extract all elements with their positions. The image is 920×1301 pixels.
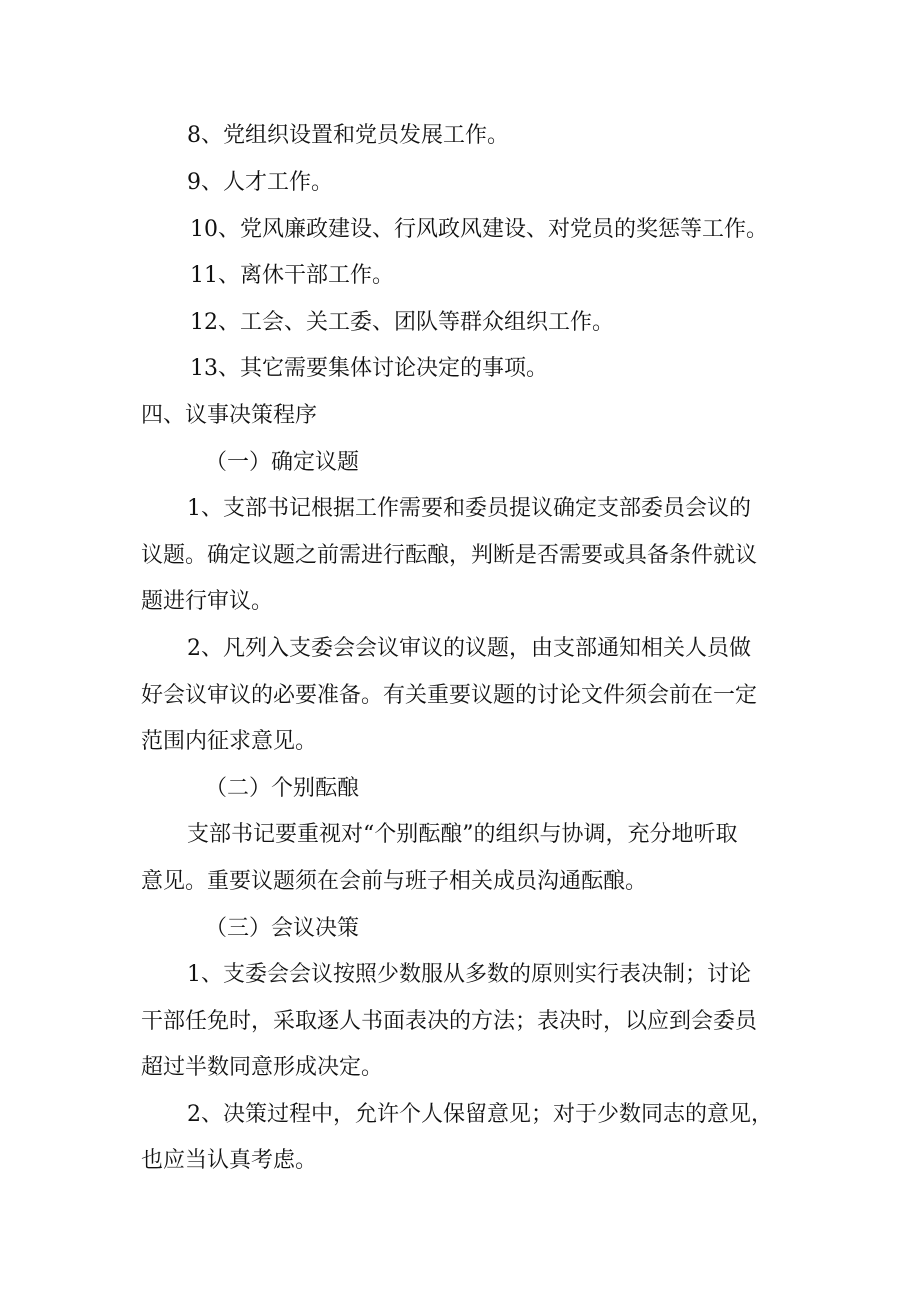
list-item-10: 10、党风廉政建设、行风政风建设、对党员的奖惩等工作。: [190, 217, 768, 242]
list-item-13: 13、其它需要集体讨论决定的事项。: [190, 356, 548, 381]
list-item-12: 12、工会、关工委、团队等群众组织工作。: [190, 310, 614, 335]
paragraph-line: 好会议审议的必要准备。有关重要议题的讨论文件须会前在一定: [141, 683, 758, 708]
subsection-heading-determine-topics: （一）确定议题: [205, 450, 360, 475]
paragraph-line: 超过半数同意形成决定。: [141, 1055, 384, 1080]
paragraph-line: 支部书记要重视对“个别酝酿”的组织与协调，充分地听取: [187, 822, 738, 847]
paragraph-line: 1、支委会会议按照少数服从多数的原则实行表决制；讨论: [187, 962, 751, 987]
paragraph-line: 2、凡列入支委会会议审议的议题，由支部通知相关人员做: [187, 636, 751, 661]
paragraph-line: 也应当认真考虑。: [141, 1148, 318, 1173]
subsection-heading-individual-consultation: （二）个别酝酿: [205, 776, 360, 801]
paragraph-line: 1、支部书记根据工作需要和委员提议确定支部委员会议的: [187, 496, 751, 521]
subsection-heading-meeting-decision: （三）会议决策: [205, 916, 360, 941]
list-item-8: 8、党组织设置和党员发展工作。: [187, 123, 509, 148]
list-item-11: 11、离休干部工作。: [190, 263, 394, 288]
paragraph-line: 题进行审议。: [141, 589, 274, 614]
list-item-9: 9、人才工作。: [187, 170, 333, 195]
paragraph-line: 范围内征求意见。: [141, 729, 318, 754]
paragraph-line: 2、决策过程中，允许个人保留意见；对于少数同志的意见，: [187, 1102, 773, 1127]
paragraph-line: 干部任免时，采取逐人书面表决的方法；表决时，以应到会委员: [141, 1009, 758, 1034]
paragraph-line: 议题。确定议题之前需进行酝酿，判断是否需要或具备条件就议: [141, 543, 758, 568]
paragraph-line: 意见。重要议题须在会前与班子相关成员沟通酝酿。: [141, 869, 648, 894]
section-heading-decision-procedure: 四、议事决策程序: [141, 403, 318, 428]
